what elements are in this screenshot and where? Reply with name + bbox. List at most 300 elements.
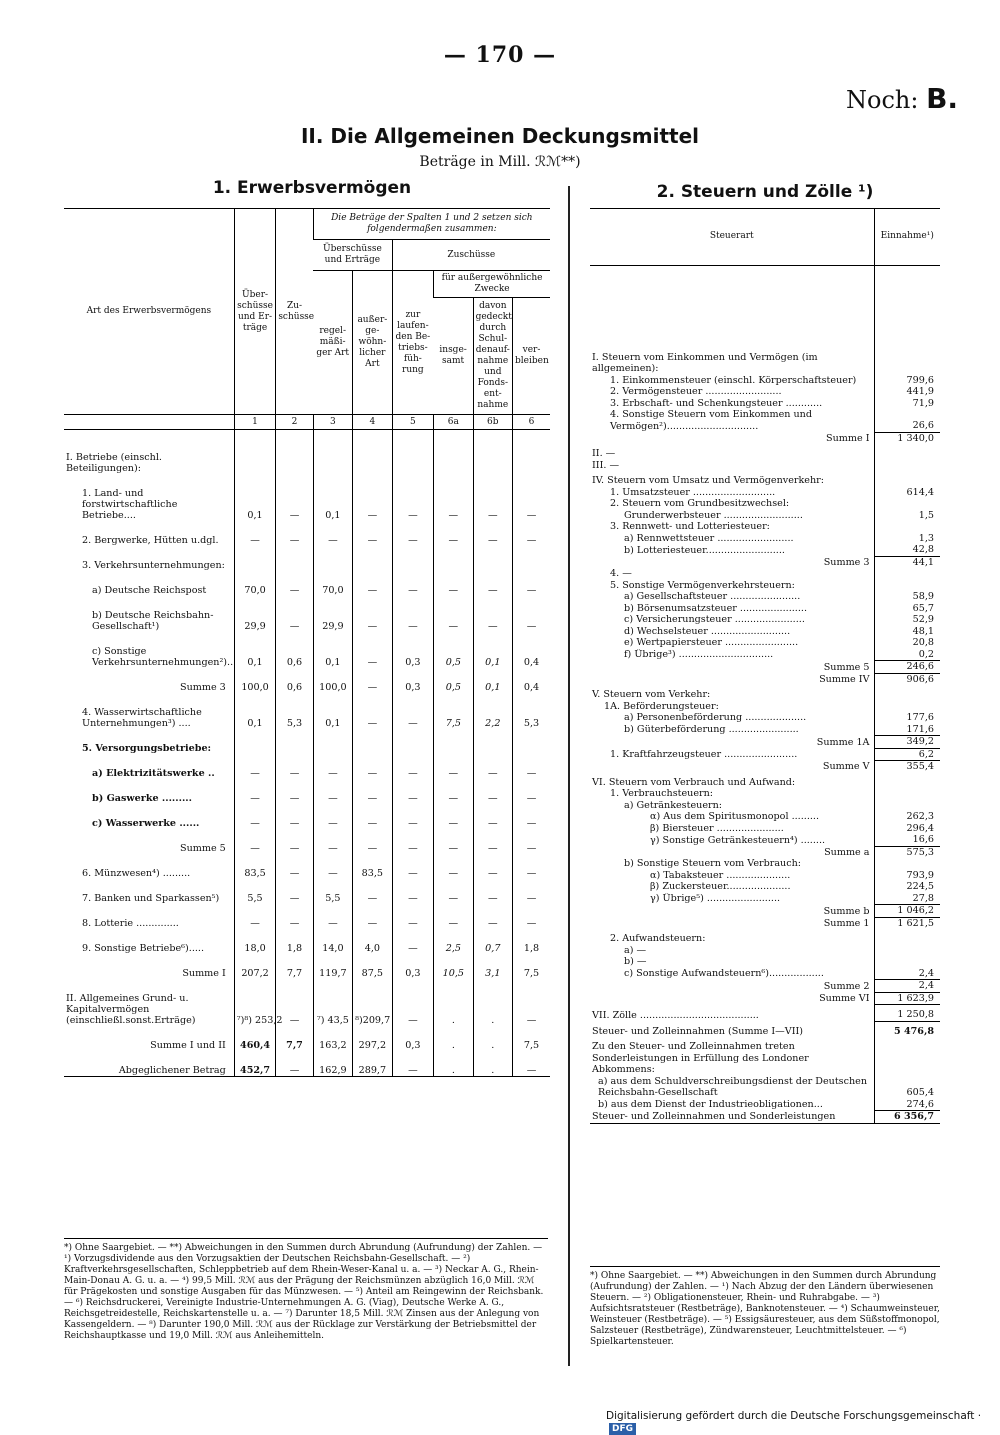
row-label: 2. Steuern vom Grundbesitzwechsel: bbox=[610, 498, 790, 509]
table-row bbox=[590, 761, 940, 773]
row-label: Summe a bbox=[824, 846, 870, 858]
right-footnotes: *) Ohne Saargebiet. — **) Abweichungen in den Summen durch Abrundung (Aufrundung) der Zahlen. — ¹) Nach Abzug der den Ländern überwiesenen Steuern. — ²) Obligationensteuer, Rhein- und Ruhrabgabe. — ³) Aufsichtsratsteuer (Restbeträge), Banknotensteuer. — ⁴) Schaumweinsteuer, Weinsteuer (Restbeträge). — ⁵) Essigsäuresteuer, aus dem Süßstoffmonopol, Salzsteuer (Restbeträge), Zündwarensteuer, Leuchtmittelsteuer. — ⁶) Spielkartensteuer. bbox=[590, 1266, 940, 1348]
cell-value: 1 623,9 bbox=[874, 992, 940, 1005]
cell-value: — bbox=[353, 829, 392, 854]
cell-value bbox=[513, 546, 550, 571]
col-header-ueberschuesse: Überschüsse und Erträge bbox=[313, 240, 392, 271]
cell-value: 26,6 bbox=[874, 409, 940, 432]
cell-value: — bbox=[434, 779, 473, 804]
cell-value bbox=[392, 729, 434, 754]
col-number-blank bbox=[64, 415, 234, 430]
table-row bbox=[64, 474, 550, 521]
cell-value: 246,6 bbox=[874, 661, 940, 674]
col-number: 6 bbox=[513, 415, 550, 430]
cell-value: — bbox=[234, 829, 276, 854]
cell-value: 355,4 bbox=[874, 761, 940, 773]
noch-letter: B. bbox=[926, 82, 959, 115]
row-label: c) Sonstige Verkehrsunternehmungen²).. bbox=[92, 646, 234, 668]
cell-value: 0,5 bbox=[434, 668, 473, 693]
row-label: b) aus dem Dienst der Industrieobligationen... bbox=[598, 1099, 823, 1110]
cell-value: — bbox=[234, 804, 276, 829]
cell-value: — bbox=[392, 929, 434, 954]
cell-value: 29,9 bbox=[313, 596, 352, 632]
table-row bbox=[64, 571, 550, 596]
table-row bbox=[590, 398, 940, 410]
cell-value: — bbox=[513, 571, 550, 596]
cell-value: 27,8 bbox=[874, 893, 940, 905]
table-row bbox=[64, 829, 550, 854]
cell-value: 4,0 bbox=[353, 929, 392, 954]
cell-value: — bbox=[473, 596, 512, 632]
col-number: 6b bbox=[473, 415, 512, 430]
cell-value bbox=[276, 546, 313, 571]
cell-value: — bbox=[392, 521, 434, 546]
row-label: a) Getränkesteuern: bbox=[624, 799, 722, 811]
cell-value: — bbox=[473, 521, 512, 546]
row-label: 6. Münzwesen⁴) ......... bbox=[82, 868, 191, 879]
cell-value bbox=[874, 929, 940, 945]
table-row bbox=[64, 521, 550, 546]
cell-value bbox=[234, 729, 276, 754]
cell-value: — bbox=[353, 904, 392, 929]
row-label: Summe I bbox=[182, 968, 226, 979]
cell-value: 2,4 bbox=[874, 968, 940, 980]
cell-value: 0,2 bbox=[874, 649, 940, 661]
table-row bbox=[64, 693, 550, 729]
cell-value bbox=[874, 444, 940, 460]
cell-value: 0,3 bbox=[392, 1026, 434, 1051]
table-row bbox=[590, 568, 940, 580]
cell-value bbox=[353, 430, 392, 475]
cell-value bbox=[434, 430, 473, 475]
row-label: 4. Wasserwirtschaftliche Unternehmungen³) .... bbox=[82, 707, 202, 729]
row-label: γ) Sonstige Getränkesteuern⁴) ........ bbox=[650, 834, 826, 846]
right-section-title: 2. Steuern und Zölle ¹) bbox=[656, 182, 874, 202]
cell-value: 44,1 bbox=[874, 556, 940, 568]
cell-value: 207,2 bbox=[234, 954, 276, 979]
table-row bbox=[590, 870, 940, 882]
row-label: II. Allgemeines Grund- u. Kapitalvermögen (einschließl.sonst.Erträge) bbox=[66, 993, 196, 1026]
cell-value: — bbox=[434, 829, 473, 854]
cell-value: — bbox=[473, 904, 512, 929]
table-row bbox=[64, 804, 550, 829]
cell-value: — bbox=[276, 829, 313, 854]
cell-value: 1 621,5 bbox=[874, 917, 940, 929]
table-row bbox=[64, 729, 550, 754]
cell-value: — bbox=[513, 474, 550, 521]
cell-value: — bbox=[276, 779, 313, 804]
table-row bbox=[590, 432, 940, 444]
cell-value: — bbox=[392, 1051, 434, 1077]
table-row bbox=[64, 596, 550, 632]
table-row bbox=[590, 471, 940, 487]
table-row bbox=[590, 788, 940, 800]
left-section-title: 1. Erwerbsvermögen bbox=[212, 178, 412, 198]
table-row bbox=[64, 430, 550, 475]
table-row bbox=[590, 748, 940, 761]
cell-value: ⁷) 43,5 bbox=[313, 979, 352, 1026]
cell-value: — bbox=[353, 571, 392, 596]
table-row bbox=[64, 854, 550, 879]
cell-value: — bbox=[392, 879, 434, 904]
cell-value: — bbox=[513, 804, 550, 829]
cell-value: 441,9 bbox=[874, 386, 940, 398]
cell-value bbox=[874, 580, 940, 592]
table-row bbox=[590, 905, 940, 918]
cell-value bbox=[473, 729, 512, 754]
row-label: Zu den Steuer- und Zolleinnahmen treten Sonderleistungen in Erfüllung des Londoner Abkommens: bbox=[592, 1041, 809, 1075]
table-row bbox=[590, 661, 940, 674]
cell-value: 0,6 bbox=[276, 632, 313, 668]
cell-value: 799,6 bbox=[874, 375, 940, 387]
table-row bbox=[590, 1111, 940, 1124]
cell-value: — bbox=[513, 879, 550, 904]
row-label: 2. Aufwandsteuern: bbox=[610, 933, 706, 944]
cell-value: — bbox=[513, 754, 550, 779]
cell-value: — bbox=[434, 754, 473, 779]
col-header-ausserordentlich: für außergewöhnliche Zwecke bbox=[434, 271, 550, 298]
cell-value: 42,8 bbox=[874, 544, 940, 556]
cell-value: 0,4 bbox=[513, 668, 550, 693]
cell-value: — bbox=[473, 779, 512, 804]
row-label: b) Güterbeförderung ....................... bbox=[624, 724, 799, 735]
cell-value: 5,3 bbox=[276, 693, 313, 729]
cell-value: 163,2 bbox=[313, 1026, 352, 1051]
row-label: b) — bbox=[624, 956, 647, 967]
cell-value: 2,2 bbox=[473, 693, 512, 729]
cell-value bbox=[353, 546, 392, 571]
cell-value: 0,1 bbox=[473, 668, 512, 693]
cell-value: — bbox=[234, 521, 276, 546]
row-label: 3. Verkehrsunternehmungen: bbox=[82, 560, 225, 571]
cell-value: 0,1 bbox=[234, 693, 276, 729]
cell-value: — bbox=[313, 804, 352, 829]
continuation-marker bbox=[846, 82, 958, 115]
cell-value: 83,5 bbox=[234, 854, 276, 879]
cell-value: — bbox=[313, 904, 352, 929]
cell-value: 29,9 bbox=[234, 596, 276, 632]
row-label: b) Lotteriesteuer.......................... bbox=[624, 544, 785, 556]
cell-value: — bbox=[276, 571, 313, 596]
table-row bbox=[590, 968, 940, 980]
cell-value: — bbox=[392, 571, 434, 596]
cell-value: — bbox=[513, 829, 550, 854]
cell-value: — bbox=[234, 779, 276, 804]
cell-value: — bbox=[353, 693, 392, 729]
table-row bbox=[590, 510, 940, 522]
cell-value: — bbox=[392, 693, 434, 729]
cell-value: 614,4 bbox=[874, 487, 940, 499]
cell-value: — bbox=[313, 854, 352, 879]
cell-value: — bbox=[513, 1051, 550, 1077]
cell-value: 83,5 bbox=[353, 854, 392, 879]
table-row bbox=[590, 701, 940, 713]
cell-value: — bbox=[392, 854, 434, 879]
row-label: 5. Sonstige Vermögenverkehrsteuern: bbox=[610, 579, 795, 591]
row-label: Summe 5 bbox=[823, 661, 870, 673]
table-row bbox=[590, 956, 940, 968]
cell-value: — bbox=[473, 879, 512, 904]
table-row bbox=[590, 386, 940, 398]
row-label: 1. Einkommensteuer (einschl. Körperschaftsteuer) bbox=[610, 374, 857, 386]
cell-value: 2,5 bbox=[434, 929, 473, 954]
row-label: 1. Verbrauchsteuern: bbox=[610, 788, 714, 799]
table-row bbox=[590, 881, 940, 893]
table-row bbox=[590, 1076, 940, 1099]
cell-value: 20,8 bbox=[874, 637, 940, 649]
table-row bbox=[590, 736, 940, 749]
cell-value: 100,0 bbox=[234, 668, 276, 693]
cell-value: 171,6 bbox=[874, 724, 940, 736]
table-row bbox=[590, 929, 940, 945]
row-label: Summe 1A bbox=[816, 736, 870, 748]
cell-value: — bbox=[473, 804, 512, 829]
cell-value bbox=[473, 430, 512, 475]
row-label: a) aus dem Schuldverschreibungsdienst der Deutschen Reichsbahn-Gesellschaft bbox=[598, 1075, 867, 1098]
cell-value: 70,0 bbox=[313, 571, 352, 596]
cell-value bbox=[313, 729, 352, 754]
table-row bbox=[590, 1021, 940, 1037]
cell-value: — bbox=[434, 571, 473, 596]
cell-value: 48,1 bbox=[874, 626, 940, 638]
row-label: 4. — bbox=[610, 568, 632, 579]
cell-value bbox=[874, 858, 940, 870]
row-label: c) Wasserwerke ...... bbox=[92, 818, 200, 829]
cell-value: 0,1 bbox=[234, 632, 276, 668]
footer-text: Digitalisierung gefördert durch die Deutsche Forschungsgemeinschaft · bbox=[606, 1410, 982, 1422]
cell-value: 0,3 bbox=[392, 668, 434, 693]
row-label: 5. Versorgungsbetriebe: bbox=[82, 743, 212, 754]
row-label: d) Wechselsteuer .......................... bbox=[624, 625, 791, 637]
cell-value: — bbox=[434, 596, 473, 632]
row-label: Grunderwerbsteuer .......................... bbox=[624, 509, 803, 521]
cell-value: — bbox=[313, 779, 352, 804]
row-label: 1. Land- und forstwirtschaftliche Betriebe.... bbox=[82, 488, 178, 521]
cell-value: — bbox=[392, 904, 434, 929]
cell-value bbox=[392, 546, 434, 571]
cell-value: . bbox=[473, 1026, 512, 1051]
cell-value: 0,1 bbox=[313, 693, 352, 729]
page-number: — 170 — bbox=[443, 42, 557, 68]
row-label: 1. Kraftfahrzeugsteuer ........................ bbox=[610, 749, 798, 760]
row-label: b) Börsenumsatzsteuer ...................... bbox=[624, 602, 807, 614]
row-label: V. Steuern vom Verkehr: bbox=[592, 689, 711, 700]
table-row bbox=[590, 846, 940, 858]
cell-value: — bbox=[434, 854, 473, 879]
row-label: Summe V bbox=[822, 761, 870, 772]
cell-value bbox=[313, 430, 352, 475]
cell-value: 1 250,8 bbox=[874, 1005, 940, 1022]
col-header-1: Über-schüsse und Er-träge bbox=[234, 209, 276, 415]
cell-value: — bbox=[313, 521, 352, 546]
table-row bbox=[590, 917, 940, 929]
cell-value: 0,3 bbox=[392, 632, 434, 668]
row-label: I. Steuern vom Einkommen und Vermögen (im allgemeinen): bbox=[592, 351, 818, 374]
row-label: c) Sonstige Aufwandsteuern⁶).................. bbox=[624, 968, 824, 979]
cell-value: 71,9 bbox=[874, 398, 940, 410]
table-row bbox=[590, 800, 940, 812]
cell-value: 297,2 bbox=[353, 1026, 392, 1051]
cell-value: 0,4 bbox=[513, 632, 550, 668]
row-label: Summe 1 bbox=[823, 917, 870, 929]
cell-value: 605,4 bbox=[874, 1076, 940, 1099]
cell-value: — bbox=[353, 521, 392, 546]
row-label: 3. Erbschaft- und Schenkungsteuer ............ bbox=[610, 397, 823, 409]
cell-value: ⁸)209,7 bbox=[353, 979, 392, 1026]
row-label: 2. Bergwerke, Hütten u.dgl. bbox=[82, 535, 219, 546]
table-row bbox=[64, 546, 550, 571]
row-label: β) Zuckersteuer..................... bbox=[650, 881, 791, 892]
cell-value bbox=[874, 773, 940, 789]
table-row bbox=[64, 879, 550, 904]
cell-value: — bbox=[276, 754, 313, 779]
left-footnotes: *) Ohne Saargebiet. — **) Abweichungen in den Summen durch Abrundung (Aufrundung) der Zahlen. — ¹) Vorzugsdividende aus den Vorzugsaktien der Deutschen Reichsbahn-Gesellschaft. — ²) Kraftverkehrsgesellschaften, Schleppbetrieb auf dem Rhein-Weser-Kanal u. a. — ³) Neckar A. G., Rhein-Main-Donau A. G. u. a. — ⁴) 99,5 Mill. ℛℳ aus der Prägung der Reichsmünzen abzüglich 16,0 Mill. ℛℳ für Prägekosten und sonstige Ausgaben für das Münzwesen. — ⁵) Anteil am Reingewinn der Reichsbank. — ⁶) Reichsdruckerei, Vereinigte Industrie-Unternehmungen A. G. (Viag), Deutsche Werke A. G., Reichsgetreidestelle, Reichskartenstelle u. a. — ⁷) Darunter 18,5 Mill. ℛℳ Zinsen aus der Anlegung von Kassengeldern. — ⁸) Darunter 190,0 Mill. ℛℳ aus der Rücklage zur Verstärkung der Betriebsmittel der Reichshauptkasse und 19,0 Mill. ℛℳ aus Anleihemitteln. bbox=[64, 1238, 548, 1342]
cell-value bbox=[276, 430, 313, 475]
col-header-2: Zu-schüsse bbox=[276, 209, 313, 415]
cell-value bbox=[513, 729, 550, 754]
table-row bbox=[590, 945, 940, 957]
table-row bbox=[590, 460, 940, 472]
row-label: a) Gesellschaftsteuer ....................... bbox=[624, 591, 801, 602]
row-label: VII. Zölle ....................................... bbox=[592, 1009, 759, 1021]
cell-value: 452,7 bbox=[234, 1051, 276, 1077]
cell-value: — bbox=[434, 879, 473, 904]
table-row bbox=[64, 668, 550, 693]
cell-value: — bbox=[392, 979, 434, 1026]
row-label: c) Versicherungsteuer ....................... bbox=[624, 614, 805, 625]
cell-value: — bbox=[353, 632, 392, 668]
table-row bbox=[590, 556, 940, 568]
table-row bbox=[590, 591, 940, 603]
col-header-zuschuesse: Zuschüsse bbox=[392, 240, 550, 271]
row-label: Summe 2 bbox=[823, 980, 870, 992]
cell-value: — bbox=[276, 854, 313, 879]
cell-value: 906,6 bbox=[874, 673, 940, 685]
cell-value: 262,3 bbox=[874, 811, 940, 823]
cell-value: 6,2 bbox=[874, 748, 940, 761]
col-number: 5 bbox=[392, 415, 434, 430]
table-row bbox=[590, 823, 940, 835]
row-label: α) Tabaksteuer ..................... bbox=[650, 869, 791, 881]
table-row bbox=[64, 754, 550, 779]
cell-value bbox=[874, 788, 940, 800]
cell-value: — bbox=[513, 854, 550, 879]
cell-value: 177,6 bbox=[874, 712, 940, 724]
row-label: Summe b bbox=[823, 905, 870, 917]
row-label: Summe IV bbox=[819, 673, 870, 685]
row-label: I. Betriebe (einschl. Beteiligungen): bbox=[66, 452, 162, 474]
row-label: Summe VI bbox=[819, 993, 870, 1004]
cell-value bbox=[874, 685, 940, 701]
cell-value: 5 476,8 bbox=[874, 1021, 940, 1037]
cell-value: 119,7 bbox=[313, 954, 352, 979]
table-row bbox=[590, 992, 940, 1005]
row-label: 2. Vermögensteuer ......................... bbox=[610, 386, 782, 397]
cell-value bbox=[874, 701, 940, 713]
row-label: Summe I und II bbox=[150, 1040, 226, 1051]
cell-value: — bbox=[392, 754, 434, 779]
cell-value: — bbox=[276, 521, 313, 546]
table-row bbox=[64, 904, 550, 929]
cell-value bbox=[874, 471, 940, 487]
row-label: 4. Sonstige Steuern vom Einkommen und Vermögen²).............................. bbox=[610, 409, 813, 432]
col-header-4: außer-ge-wöhn-licher Art bbox=[353, 271, 392, 415]
cell-value: — bbox=[473, 754, 512, 779]
cell-value bbox=[434, 729, 473, 754]
cell-value: 1,8 bbox=[513, 929, 550, 954]
cell-value: 7,7 bbox=[276, 954, 313, 979]
row-label: a) Personenbeförderung .................... bbox=[624, 712, 807, 723]
cell-value: 0,1 bbox=[473, 632, 512, 668]
table-row bbox=[590, 773, 940, 789]
row-label: Summe I bbox=[826, 432, 870, 444]
cell-value: 65,7 bbox=[874, 603, 940, 615]
row-label: a) Deutsche Reichspost bbox=[92, 585, 207, 596]
row-label: γ) Übrige⁵) ........................ bbox=[650, 893, 781, 904]
cell-value: — bbox=[353, 879, 392, 904]
cell-value: 1,3 bbox=[874, 533, 940, 545]
row-label: Summe 3 bbox=[823, 556, 870, 568]
cell-value: 6 356,7 bbox=[874, 1111, 940, 1124]
row-label: e) Wertpapiersteuer ........................ bbox=[624, 637, 799, 648]
row-label: b) Gaswerke ......... bbox=[92, 793, 192, 804]
cell-value bbox=[874, 568, 940, 580]
cell-value: 7,5 bbox=[434, 693, 473, 729]
cell-value: — bbox=[276, 1051, 313, 1077]
table-row bbox=[64, 954, 550, 979]
cell-value bbox=[874, 498, 940, 510]
table-row bbox=[590, 712, 940, 724]
table-row bbox=[590, 685, 940, 701]
table-row bbox=[64, 779, 550, 804]
cell-value bbox=[434, 546, 473, 571]
row-label: b) Sonstige Steuern vom Verbrauch: bbox=[624, 858, 802, 869]
cell-value: 793,9 bbox=[874, 870, 940, 882]
cell-value: 1 340,0 bbox=[874, 432, 940, 444]
row-label: Summe 5 bbox=[180, 843, 226, 854]
cell-value bbox=[276, 729, 313, 754]
cell-value: ⁷)⁸) 253,2 bbox=[234, 979, 276, 1026]
cell-value: 1,5 bbox=[874, 510, 940, 522]
cell-value bbox=[874, 460, 940, 472]
col-header-6: ver-bleiben bbox=[513, 298, 550, 415]
cell-value: — bbox=[353, 596, 392, 632]
col-number: 6a bbox=[434, 415, 473, 430]
digitization-credit bbox=[606, 1410, 1000, 1435]
cell-value: — bbox=[353, 668, 392, 693]
cell-value: 0,3 bbox=[392, 954, 434, 979]
cell-value: . bbox=[473, 979, 512, 1026]
cell-value: 289,7 bbox=[353, 1051, 392, 1077]
table-row bbox=[64, 1051, 550, 1077]
cell-value bbox=[513, 430, 550, 475]
cell-value: 460,4 bbox=[234, 1026, 276, 1051]
col-number: 4 bbox=[353, 415, 392, 430]
cell-value: — bbox=[313, 754, 352, 779]
table-row bbox=[64, 632, 550, 668]
cell-value: . bbox=[434, 979, 473, 1026]
cell-value: — bbox=[234, 754, 276, 779]
row-label: III. — bbox=[592, 459, 620, 471]
row-label: 1A. Beförderungsteuer: bbox=[604, 700, 719, 712]
cell-value: — bbox=[392, 829, 434, 854]
cell-value: 0,1 bbox=[313, 632, 352, 668]
col-header-6a: insge-samt bbox=[434, 298, 473, 415]
table-row bbox=[64, 1026, 550, 1051]
cell-value: — bbox=[513, 979, 550, 1026]
row-label: Abgeglichener Betrag bbox=[118, 1065, 226, 1076]
cell-value: — bbox=[392, 779, 434, 804]
